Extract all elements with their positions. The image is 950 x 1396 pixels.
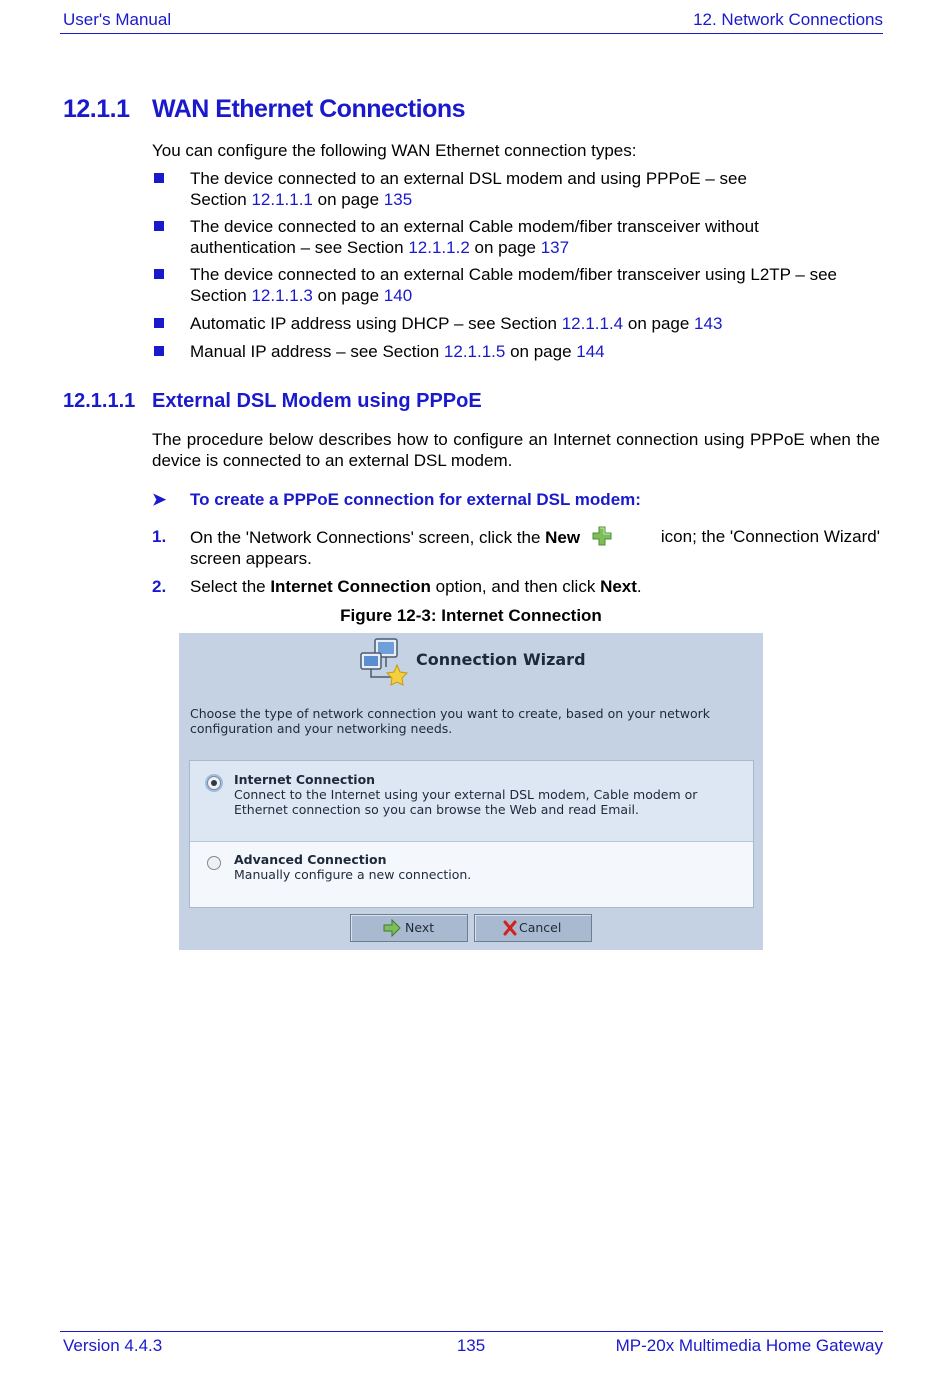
bullet-text: The device connected to an external Cable modem/fiber transceiver using L2TP – see <box>190 265 837 284</box>
page-link[interactable]: 143 <box>694 314 723 333</box>
wizard-title: Connection Wizard <box>416 650 586 669</box>
bullet-square-icon <box>154 346 164 356</box>
procedure-heading <box>152 490 641 510</box>
bullet-square-icon <box>154 269 164 279</box>
page-link[interactable]: 137 <box>540 238 570 257</box>
bullet-text: Automatic IP address using DHCP – see Section <box>190 314 562 333</box>
footer-version: Version 4.4.3 <box>63 1336 163 1355</box>
option-text-line: Connect to the Internet using your external DSL modem, Cable modem or <box>234 787 698 802</box>
bullet-square-icon <box>154 318 164 328</box>
page-link[interactable]: 144 <box>576 342 605 361</box>
intro-text: You can configure the following WAN Ethernet connection types: <box>152 141 637 160</box>
description-text: The procedure below describes how to configure an Internet connection using PPPoE when the device is connected to an external DSL modem. <box>152 430 880 470</box>
step-number: 1. <box>152 527 167 546</box>
bullet-text: The device connected to an external Cable modem/fiber transceiver without <box>190 217 759 236</box>
section-link[interactable]: 12.1.1.3 <box>251 286 313 305</box>
header-right: 12. Network Connections <box>693 10 883 29</box>
connection-wizard-panel <box>179 633 763 950</box>
close-icon <box>501 919 519 937</box>
bullet-text: authentication – see Section <box>190 238 409 257</box>
bullet-text: Section <box>190 286 252 305</box>
bullet-text: on page <box>469 238 541 257</box>
step-bold: Internet Connection <box>270 577 431 596</box>
bullet-text: Section <box>190 190 252 209</box>
figure-caption: Figure 12-3: Internet Connection <box>340 606 602 625</box>
arrow-right-icon <box>383 919 401 937</box>
bullet-square-icon <box>154 221 164 231</box>
page-link[interactable]: 135 <box>383 190 413 209</box>
bullet-square-icon <box>154 173 164 183</box>
option-internet-connection[interactable] <box>190 761 753 842</box>
header-rule <box>60 33 883 34</box>
step-bold: New <box>545 528 581 547</box>
plus-icon <box>591 526 613 546</box>
header-left: User's Manual <box>63 10 172 29</box>
step-text: . <box>636 577 642 596</box>
option-title: Internet Connection <box>234 772 376 787</box>
step-bold: Next <box>600 577 637 596</box>
bullet-text: on page <box>623 314 695 333</box>
page-link[interactable]: 140 <box>383 286 413 305</box>
section-number: 12.1.1 <box>63 95 130 123</box>
step-number: 2. <box>152 577 167 596</box>
subsection-title: External DSL Modem using PPPoE <box>152 390 482 412</box>
section-link[interactable]: 12.1.1.5 <box>443 342 506 361</box>
connection-wizard-icon <box>357 635 413 689</box>
bullet-text: on page <box>312 190 384 209</box>
page-number: 135 <box>456 1336 486 1355</box>
internet-connection-radio[interactable] <box>207 776 221 790</box>
section-link[interactable]: 12.1.1.4 <box>561 314 624 333</box>
step-text: On the 'Network Connections' screen, click the <box>190 528 546 547</box>
section-link[interactable]: 12.1.1.2 <box>408 238 470 257</box>
arrow-right-icon: ➤ <box>152 490 167 509</box>
bullet-text: Manual IP address – see Section <box>190 342 444 361</box>
step-text: Select the <box>190 577 271 596</box>
step-text: icon; the 'Connection Wizard' <box>660 527 880 546</box>
advanced-connection-radio[interactable] <box>207 856 221 870</box>
connection-options <box>189 760 754 908</box>
step-text: screen appears. <box>190 549 312 568</box>
next-button[interactable] <box>350 914 468 942</box>
subsection-number: 12.1.1.1 <box>63 390 136 412</box>
option-text-line: Ethernet connection so you can browse the Web and read Email. <box>234 802 639 817</box>
bullet-text: on page <box>312 286 384 305</box>
bullet-text: on page <box>505 342 577 361</box>
step-text: option, and then click <box>430 577 601 596</box>
section-title: WAN Ethernet Connections <box>152 95 466 123</box>
wizard-description: Choose the type of network connection you want to create, based on your network configuration and your networking needs. <box>190 706 710 736</box>
cancel-button[interactable] <box>474 914 592 942</box>
footer-product: MP-20x Multimedia Home Gateway <box>615 1336 883 1355</box>
section-heading <box>63 95 465 124</box>
bullet-text: The device connected to an external DSL modem and using PPPoE – see <box>190 169 747 188</box>
footer-rule <box>60 1331 883 1332</box>
cancel-button-label: Cancel <box>519 920 562 935</box>
option-title: Advanced Connection <box>234 852 387 867</box>
section-link[interactable]: 12.1.1.1 <box>251 190 313 209</box>
next-button-label: Next <box>405 920 435 935</box>
subsection-heading <box>63 390 482 413</box>
procedure-title: To create a PPPoE connection for external DSL modem: <box>190 490 641 509</box>
option-text: Manually configure a new connection. <box>234 867 472 882</box>
option-text <box>234 787 744 817</box>
option-advanced-connection[interactable] <box>190 842 753 907</box>
